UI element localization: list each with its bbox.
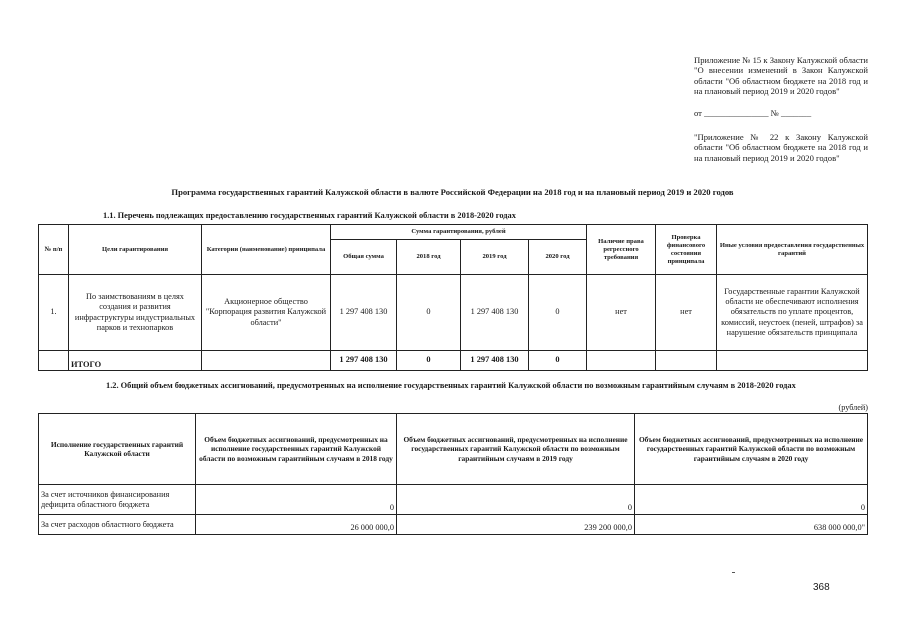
header-regress: Наличие права регрессного требования bbox=[587, 225, 656, 275]
allocations-table bbox=[38, 413, 868, 535]
header-num: № п/п bbox=[39, 225, 69, 275]
row-label-deficit: За счет источников финансирования дефицита областного бюджета bbox=[39, 485, 196, 515]
header-execution: Исполнение государственных гарантий Калужской области bbox=[39, 414, 196, 485]
cell-regress: нет bbox=[587, 275, 656, 351]
header-check: Проверка финансового состояния принципала bbox=[656, 225, 717, 275]
scan-speck bbox=[732, 572, 735, 573]
cell-alloc-2020: 638 000 000,0" bbox=[635, 515, 868, 535]
annex-note-15 bbox=[694, 55, 868, 97]
annex-note-15-text: Приложение № 15 к Закону Калужской области "О внесении изменений в Закон Калужской области "Об областном бюджете на 2018 год и на плановый период 2019 и 2020 годов" bbox=[694, 55, 868, 97]
cell-alloc-2018: 26 000 000,0 bbox=[196, 515, 397, 535]
total-empty-category bbox=[202, 351, 331, 371]
header-alloc-2020: Объем бюджетных ассигнований, предусмотренных на исполнение государственных гарантий Калужской области по возможным гарантийным случаям в 2020 году bbox=[635, 414, 868, 485]
section-2-title: 1.2. Общий объем бюджетных ассигнований, предусмотренных на исполнение государственных гарантий Калужской области по возможным гарантийным случаям в 2018-2020 годах bbox=[106, 381, 796, 390]
cell-2019: 1 297 408 130 bbox=[461, 275, 529, 351]
cell-check: нет bbox=[656, 275, 717, 351]
cell-alloc-2019: 239 200 000,0 bbox=[397, 515, 635, 535]
guarantees-table bbox=[38, 224, 868, 371]
total-sum: 1 297 408 130 bbox=[331, 351, 397, 371]
total-label: ИТОГО bbox=[69, 351, 202, 371]
header-alloc-2019: Объем бюджетных ассигнований, предусмотренных на исполнение государственных гарантий Калужской области по возможным гарантийным случаям в 2019 году bbox=[397, 414, 635, 485]
table-row bbox=[39, 275, 868, 351]
total-empty-num bbox=[39, 351, 69, 371]
units-label: (рублей) bbox=[838, 403, 868, 412]
total-empty-other bbox=[717, 351, 868, 371]
document-title: Программа государственных гарантий Калужской области в валюте Российской Федерации на 2018 год и на плановый период 2019 и 2020 годов bbox=[171, 187, 734, 197]
annex-note-22 bbox=[694, 132, 868, 163]
cell-alloc-2018: 0 bbox=[196, 485, 397, 515]
page-number: 368 bbox=[813, 582, 830, 593]
annex-note-22-text: "Приложение № 22 к Закону Калужской области "Об областном бюджете на 2018 год и на плановый период 2019 и 2020 годов" bbox=[694, 132, 868, 163]
header-2020: 2020 год bbox=[529, 240, 587, 275]
header-2019: 2019 год bbox=[461, 240, 529, 275]
section-1-title: 1.1. Перечень подлежащих предоставлению государственных гарантий Калужской области в 2018-2020 годах bbox=[103, 211, 516, 220]
header-total: Общая сумма bbox=[331, 240, 397, 275]
total-2020: 0 bbox=[529, 351, 587, 371]
cell-2020: 0 bbox=[529, 275, 587, 351]
cell-total: 1 297 408 130 bbox=[331, 275, 397, 351]
header-2018: 2018 год bbox=[397, 240, 461, 275]
total-empty-check bbox=[656, 351, 717, 371]
header-other: Иные условия предоставления государственных гарантий bbox=[717, 225, 868, 275]
header-sum-group: Сумма гарантирования, рублей bbox=[331, 225, 587, 240]
total-2018: 0 bbox=[397, 351, 461, 371]
cell-2018: 0 bbox=[397, 275, 461, 351]
cell-category: Акционерное общество "Корпорация развития Калужской области" bbox=[202, 275, 331, 351]
total-2019: 1 297 408 130 bbox=[461, 351, 529, 371]
annex-date-line-text: от _______________ № _______ bbox=[694, 108, 812, 118]
cell-purpose: По заимствованиям в целях создания и развития инфраструктуры индустриальных парков и технопарков bbox=[69, 275, 202, 351]
header-purpose: Цели гарантирования bbox=[69, 225, 202, 275]
cell-alloc-2019: 0 bbox=[397, 485, 635, 515]
annex-date-line bbox=[694, 108, 868, 118]
row-label-expenses: За счет расходов областного бюджета bbox=[39, 515, 196, 535]
table-row bbox=[39, 485, 868, 515]
total-row bbox=[39, 351, 868, 371]
total-empty-regress bbox=[587, 351, 656, 371]
table-row bbox=[39, 515, 868, 535]
header-category: Категории (наименование) принципала bbox=[202, 225, 331, 275]
cell-alloc-2020: 0 bbox=[635, 485, 868, 515]
header-alloc-2018: Объем бюджетных ассигнований, предусмотренных на исполнение государственных гарантий Калужской области по возможным гарантийным случаям в 2018 году bbox=[196, 414, 397, 485]
cell-other: Государственные гарантии Калужской области не обеспечивают исполнения обязательств по уплате процентов, комиссий, неустоек (пеней, штрафов) за нарушение обязательств принципала bbox=[717, 275, 868, 351]
cell-num: 1. bbox=[39, 275, 69, 351]
